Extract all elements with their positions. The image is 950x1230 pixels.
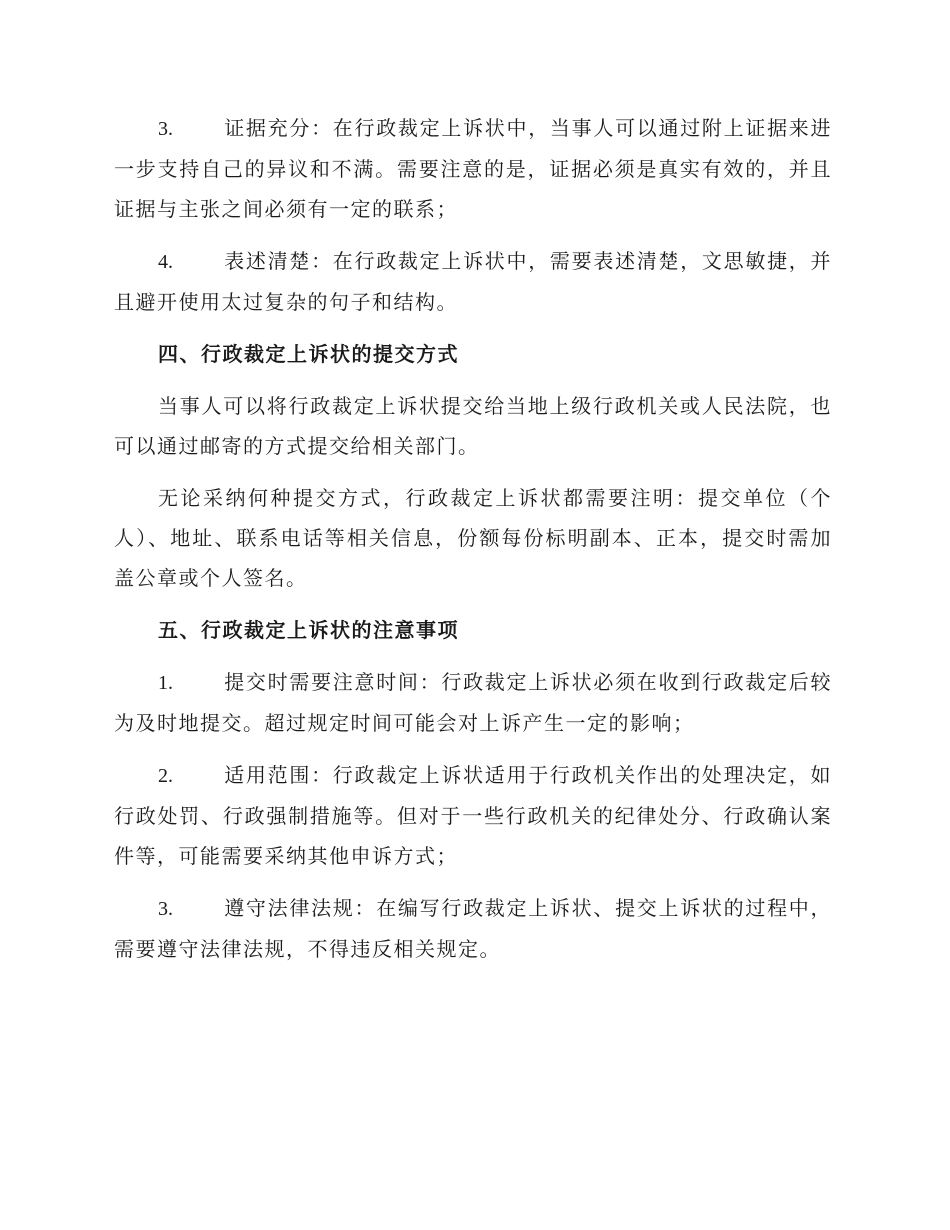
list-text: 证据充分：在行政裁定上诉状中，当事人可以通过附上证据来进一步支持自己的异议和不满。需要注意的是，证据必须是真实有效的，并且证据与主张之间必须有一定的联系； — [114, 116, 832, 221]
list-number: 3. — [158, 118, 173, 140]
list-item — [114, 662, 832, 743]
list-number: 3. — [158, 898, 173, 920]
section-heading: 五、行政裁定上诉状的注意事项 — [158, 618, 459, 642]
paragraph: 当事人可以将行政裁定上诉状提交给当地上级行政机关或人民法院，也可以通过邮寄的方式提交给相关部门。 — [114, 394, 832, 458]
list-item — [114, 241, 832, 322]
list-text: 遵守法律法规：在编写行政裁定上诉状、提交上诉状的过程中，需要遵守法律法规，不得违反相关规定。 — [114, 896, 832, 961]
list-text: 表述清楚：在行政裁定上诉状中，需要表述清楚，文思敏捷，并且避开使用太过复杂的句子和结构。 — [114, 249, 832, 314]
list-text: 适用范围：行政裁定上诉状适用于行政机关作出的处理决定，如行政处罚、行政强制措施等。但对于一些行政机关的纪律处分、行政确认案件等，可能需要采纳其他申诉方式； — [114, 763, 832, 868]
list-number: 1. — [158, 672, 173, 694]
list-item — [114, 755, 832, 876]
section-heading: 四、行政裁定上诉状的提交方式 — [158, 342, 459, 366]
list-text: 提交时需要注意时间：行政裁定上诉状必须在收到行政裁定后较为及时地提交。超过规定时间可能会对上诉产生一定的影响； — [114, 670, 832, 735]
list-number: 4. — [158, 251, 173, 273]
list-item — [114, 108, 832, 229]
document-body — [114, 108, 832, 969]
list-item — [114, 888, 832, 969]
paragraph: 无论采纳何种提交方式，行政裁定上诉状都需要注明：提交单位（个人）、地址、联系电话等相关信息，份额每份标明副本、正本，提交时需加盖公章或个人签名。 — [114, 486, 832, 590]
list-number: 2. — [158, 765, 173, 787]
